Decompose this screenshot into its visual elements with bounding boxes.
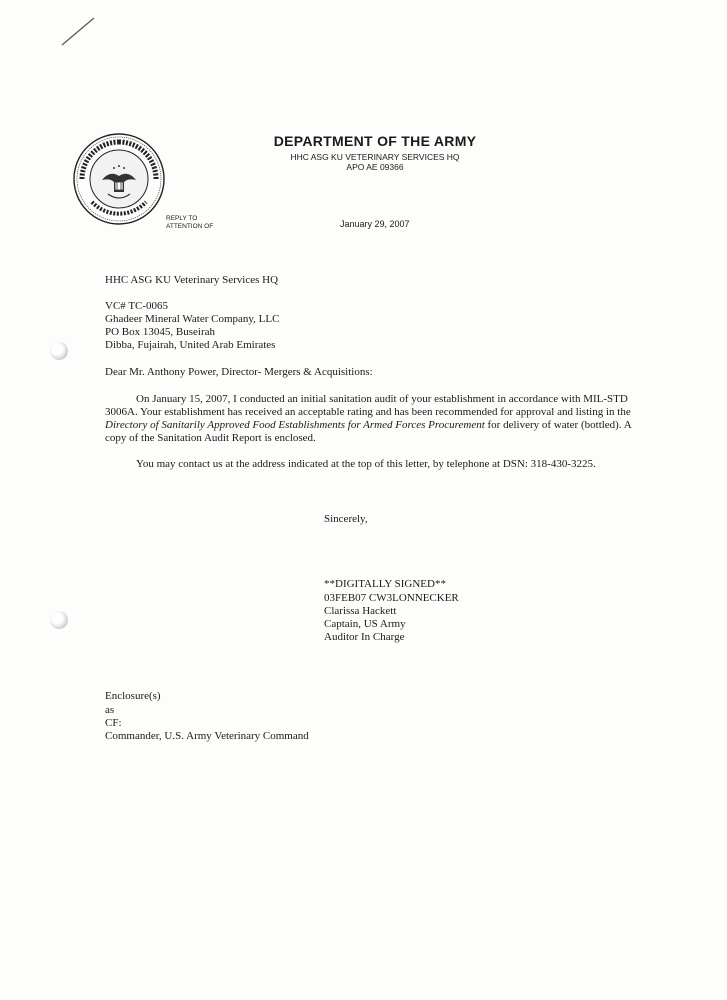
punch-hole bbox=[50, 611, 68, 629]
body-p2-text: You may contact us at the address indicated at the top of this letter, by telephone at DSN: 318-430-3225. bbox=[136, 458, 596, 470]
body-p1-text: On January 15, 2007, I conducted an initial sanitation audit of your establishment in accordance with MIL-STD 3006A. Your establishment has received an acceptable rating and has been recommended for approval and listing in the bbox=[105, 393, 631, 418]
recipient-company: Ghadeer Mineral Water Company, LLC bbox=[105, 313, 280, 325]
pen-mark bbox=[60, 15, 120, 47]
enclosure-as: as bbox=[105, 704, 115, 716]
cf-recipient: Commander, U.S. Army Veterinary Command bbox=[105, 730, 309, 742]
apo-address: APO AE 09366 bbox=[346, 162, 404, 172]
salutation: Dear Mr. Anthony Power, Director- Mergers & Acquisitions: bbox=[105, 366, 373, 378]
letter-date: January 29, 2007 bbox=[340, 219, 410, 229]
attention-of-label: ATTENTION OF bbox=[166, 223, 214, 230]
sender-line: HHC ASG KU Veterinary Services HQ bbox=[105, 274, 279, 286]
digital-signature-line: **DIGITALLY SIGNED** bbox=[324, 578, 446, 590]
cf-label: CF: bbox=[105, 717, 122, 729]
signer-title: Auditor In Charge bbox=[324, 631, 405, 643]
reply-to-label: REPLY TO bbox=[166, 215, 198, 222]
directory-title: Directory of Sanitarily Approved Food Establishments for Armed Forces Procurement bbox=[105, 419, 485, 431]
closing: Sincerely, bbox=[324, 513, 368, 525]
body-p1-end: for delivery of water (bottled). A copy of the Sanitation Audit Report is enclosed. bbox=[105, 419, 632, 444]
punch-hole bbox=[50, 342, 68, 360]
recipient-city: Dibba, Fujairah, United Arab Emirates bbox=[105, 339, 276, 351]
department-title: DEPARTMENT OF THE ARMY bbox=[273, 133, 477, 149]
unit-name: HHC ASG KU VETERINARY SERVICES HQ bbox=[290, 152, 460, 162]
dod-seal bbox=[72, 132, 166, 226]
recipient-po-box: PO Box 13045, Buseirah bbox=[105, 326, 215, 338]
body-paragraph-2 bbox=[105, 458, 645, 471]
signature-date-line: 03FEB07 CW3LONNECKER bbox=[324, 592, 459, 604]
body-paragraph-1 bbox=[105, 393, 645, 445]
recipient-vc: VC# TC-0065 bbox=[105, 300, 169, 312]
enclosure-label: Enclosure(s) bbox=[105, 690, 161, 702]
signer-rank: Captain, US Army bbox=[324, 618, 406, 630]
signer-name: Clarissa Hackett bbox=[324, 605, 397, 617]
